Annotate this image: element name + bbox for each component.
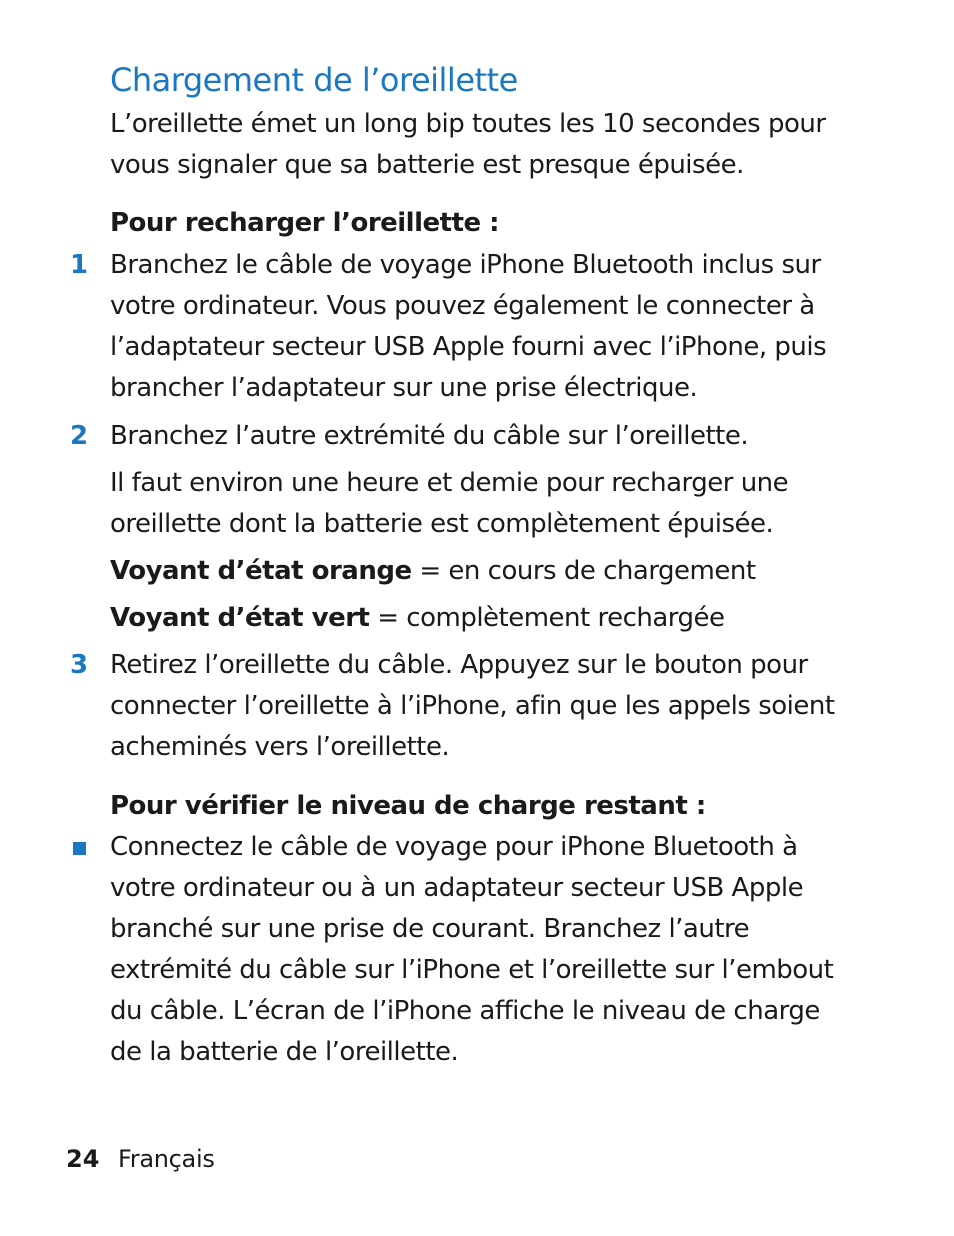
step-3-text (110, 645, 900, 768)
step-line: votre ordinateur. Vous pouvez également le connecter à (110, 291, 815, 321)
status-green-line (110, 598, 900, 639)
status-orange-text: = en cours de chargement (411, 556, 756, 586)
bullet-line: Connectez le câble de voyage pour iPhone Bluetooth à (110, 832, 798, 862)
step-number-1: 1 (70, 250, 89, 280)
note-line: oreillette dont la batterie est complètement épuisée. (110, 509, 774, 539)
step-line: l’adaptateur secteur USB Apple fourni avec l’iPhone, puis (110, 332, 827, 362)
status-orange-label: Voyant d’état orange (110, 556, 412, 586)
note-line: Il faut environ une heure et demie pour recharger une (110, 468, 789, 498)
bullet-line: du câble. L’écran de l’iPhone affiche le niveau de charge (110, 996, 820, 1026)
step-number-3: 3 (70, 650, 89, 680)
bullet-line: votre ordinateur ou à un adaptateur secteur USB Apple (110, 873, 804, 903)
step-number-2: 2 (70, 421, 89, 451)
step-line: brancher l’adaptateur sur une prise électrique. (110, 373, 698, 403)
step-line: acheminés vers l’oreillette. (110, 732, 450, 762)
check-bullet-text (110, 827, 900, 1073)
step-1-text (110, 245, 900, 409)
square-bullet-icon (73, 842, 86, 855)
step-line: Branchez l’autre extrémité du câble sur l’oreillette. (110, 421, 749, 451)
section-title: Chargement de l’oreillette (110, 61, 518, 99)
intro-line: vous signaler que sa batterie est presque épuisée. (110, 150, 744, 180)
step-line: connecter l’oreillette à l’iPhone, afin que les appels soient (110, 691, 835, 721)
step-line: Retirez l’oreillette du câble. Appuyez sur le bouton pour (110, 650, 808, 680)
step-2-text (110, 416, 900, 457)
step-2-note (110, 463, 900, 545)
check-heading: Pour vérifier le niveau de charge restant : (110, 791, 706, 821)
page-number: 24 (66, 1145, 100, 1173)
intro-paragraph (110, 104, 900, 186)
status-green-text: = complètement rechargée (369, 603, 725, 633)
status-orange-line (110, 551, 900, 592)
bullet-line: de la batterie de l’oreillette. (110, 1037, 459, 1067)
bullet-line: extrémité du câble sur l’iPhone et l’oreillette sur l’embout (110, 955, 834, 985)
step-line: Branchez le câble de voyage iPhone Bluetooth inclus sur (110, 250, 821, 280)
bullet-line: branché sur une prise de courant. Branchez l’autre (110, 914, 750, 944)
intro-line: L’oreillette émet un long bip toutes les 10 secondes pour (110, 109, 826, 139)
footer-language: Français (118, 1145, 215, 1173)
status-green-label: Voyant d’état vert (110, 603, 370, 633)
recharge-heading: Pour recharger l’oreillette : (110, 208, 500, 238)
